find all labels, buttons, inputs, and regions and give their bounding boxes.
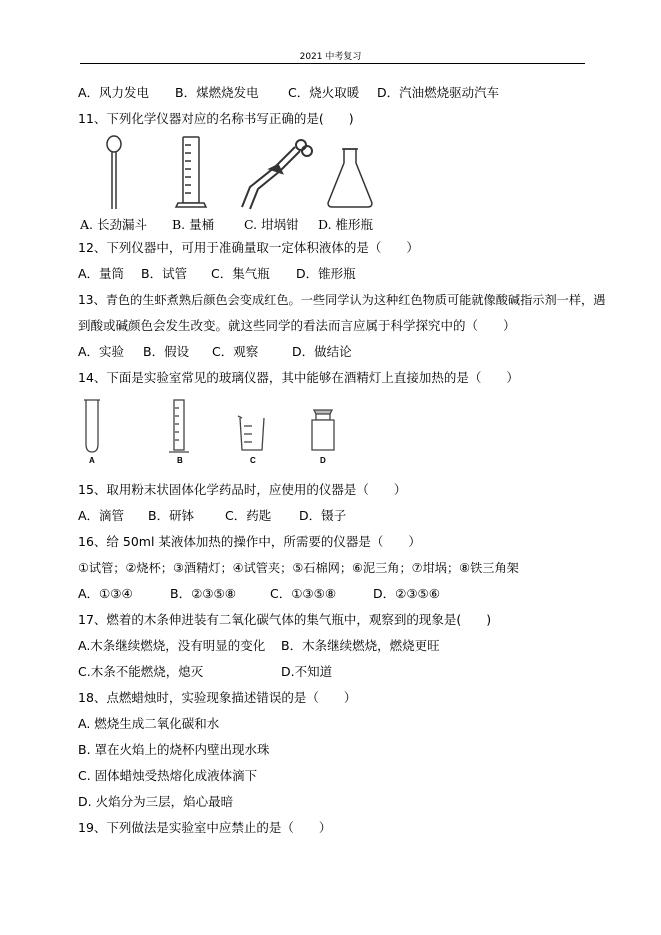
q16-option-d: D．②③⑤⑥: [373, 586, 440, 601]
q17-option-a: A.木条继续燃烧，没有明显的变化: [78, 638, 266, 653]
q14-label-d: D: [320, 456, 326, 465]
q18-option-b: B. 罩在火焰上的烧杯内壁出现水珠: [78, 742, 270, 757]
q13-option-c: C．观察: [212, 344, 259, 359]
graduated-cylinder-icon: [169, 400, 189, 452]
q18-option-c: C. 固体蜡烛受热熔化成液体滴下: [78, 768, 258, 783]
q11-figure: [80, 131, 380, 213]
q15-option-b: B．研钵: [148, 508, 195, 523]
long-neck-funnel-icon: [107, 136, 121, 209]
q18-stem: 18、点燃蜡烛时，实验现象描述错误的是（ ）: [78, 690, 357, 705]
q12-option-c: C．集气瓶: [211, 266, 270, 281]
q14-label-c: C: [250, 456, 256, 465]
q13-stem-line2: 到酸或碱颜色会发生改变。就这些同学的看法而言应属于科学探究中的（ ）: [78, 318, 516, 333]
q17-option-b: B．木条继续燃烧，燃烧更旺: [281, 638, 440, 653]
q18-option-a: A. 燃烧生成二氧化碳和水: [78, 716, 220, 731]
conical-flask-icon: [328, 149, 372, 207]
q15-option-d: D．镊子: [299, 508, 347, 523]
q17-option-c: C.木条不能燃烧，熄灭: [78, 664, 204, 679]
q15-option-c: C．药匙: [225, 508, 272, 523]
q12-option-d: D．锥形瓶: [296, 266, 356, 281]
q16-items: ①试管；②烧杯；③酒精灯；④试管夹；⑤石棉网；⑥泥三角；⑦坩埚；⑧铁三角架: [78, 561, 519, 575]
q16-option-c: C．①③⑤⑧: [270, 586, 337, 601]
q12-stem: 12、下列仪器中，可用于准确量取一定体积液体的是（ ）: [78, 240, 419, 255]
q10-option-b: B．煤燃烧发电: [175, 85, 259, 100]
q17-stem: 17、燃着的木条伸进装有二氧化碳气体的集气瓶中，观察到的现象是( ): [78, 612, 492, 627]
q10-option-d: D．汽油燃烧驱动汽车: [377, 85, 500, 100]
q14-figure: [80, 396, 340, 456]
q10-option-c: C．烧火取暖: [288, 85, 360, 100]
q14-label-a: A: [89, 456, 95, 465]
graduated-cylinder-icon: [176, 137, 206, 207]
q11-label-b: B. 量桶: [172, 217, 215, 232]
q11-label-c: C. 坩埚钳: [244, 217, 299, 232]
q14-label-b: B: [177, 456, 183, 465]
q13-option-b: B．假设: [143, 344, 190, 359]
q14-stem: 14、下面是实验室常见的玻璃仪器，其中能够在酒精灯上直接加热的是（ ）: [78, 370, 519, 385]
crucible-tongs-icon: [242, 140, 312, 209]
q11-label-d: D. 椎形瓶: [318, 217, 374, 232]
header-rule: [80, 63, 585, 64]
q13-option-d: D．做结论: [292, 344, 352, 359]
q12-option-b: B．试管: [141, 266, 188, 281]
page-header: 2021 中考复习: [299, 52, 362, 62]
q10-option-a: A．风力发电: [78, 85, 150, 100]
q13-option-a: A．实验: [78, 344, 125, 359]
q12-option-a: A．量筒: [78, 266, 125, 281]
q15-stem: 15、取用粉末状固体化学药品时，应使用的仪器是（ ）: [78, 482, 407, 497]
test-tube-icon: [84, 400, 100, 452]
q17-option-d: D.不知道: [281, 664, 333, 679]
q16-stem: 16、给 50ml 某液体加热的操作中，所需要的仪器是（ ）: [78, 534, 421, 549]
q18-option-d: D. 火焰分为三层，焰心最暗: [78, 794, 234, 809]
reagent-bottle-icon: [312, 410, 334, 450]
q16-option-a: A．①③④: [78, 586, 133, 601]
q16-option-b: B．②③⑤⑧: [170, 586, 236, 601]
q13-stem-line1: 13、青色的生虾煮熟后颜色会变成红色。一些同学认为这种红色物质可能就像酸碱指示剂一样，遇: [78, 293, 606, 307]
q19-stem: 19、下列做法是实验室中应禁止的是（ ）: [78, 820, 332, 835]
q11-stem: 11、下列化学仪器对应的名称书写正确的是( ): [78, 111, 354, 126]
q11-label-a: A. 长劲漏斗: [80, 217, 147, 232]
beaker-icon: [238, 416, 264, 450]
q15-option-a: A．滴管: [78, 508, 125, 523]
